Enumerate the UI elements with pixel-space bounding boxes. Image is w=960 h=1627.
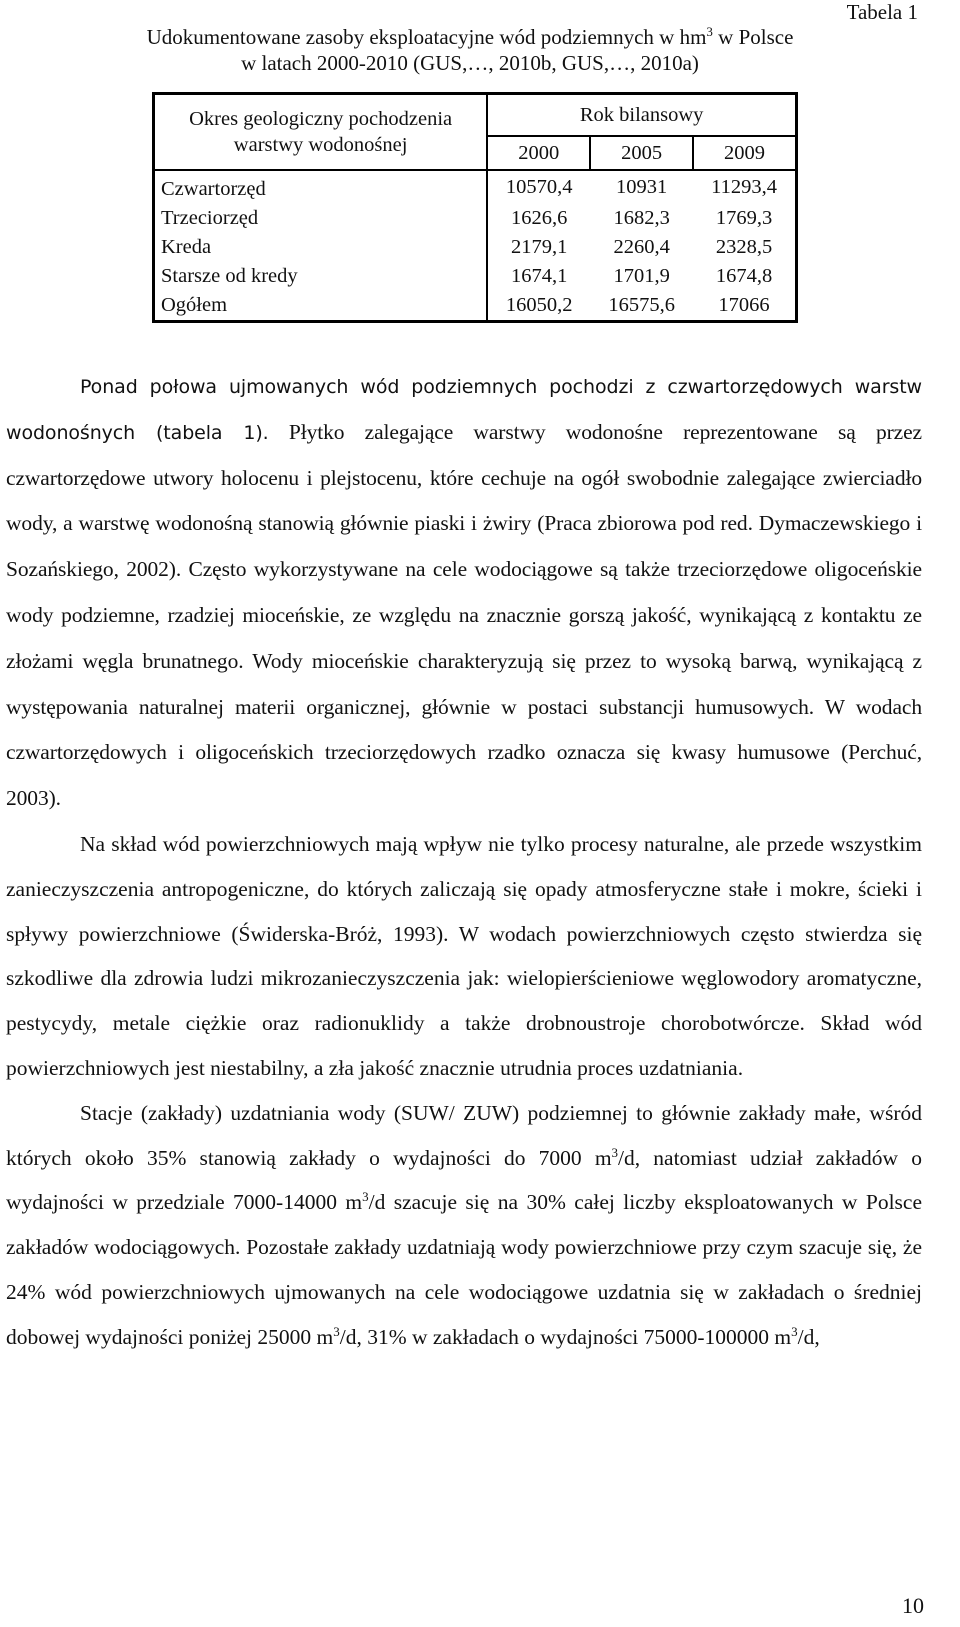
row-name: Starsze od kredy xyxy=(161,265,298,287)
header-balance-year: Rok bilansowy xyxy=(487,94,796,137)
paragraph-3-part: /d, 31% w zakładach o wydajności 75000-100000 m xyxy=(339,1324,792,1349)
paragraph-3-part: /d, natomiast udział zakładów o wydajności w przedziale 7000-14000 m xyxy=(6,1145,922,1215)
row-value: 2328,5 xyxy=(715,236,773,258)
caption-line-2: w latach 2000-2010 (GUS,…, 2010b, GUS,…, 2010a) xyxy=(241,51,699,75)
caption-line-1 xyxy=(90,24,850,50)
body-text xyxy=(6,365,922,1360)
table-row xyxy=(154,170,797,204)
header-year: 2000 xyxy=(487,136,590,170)
caption-text: Udokumentowane zasoby eksploatacyjne wód podziemnych w hm xyxy=(146,25,707,49)
row-name: Ogółem xyxy=(161,294,228,316)
table-header-row xyxy=(154,94,797,137)
header-geological-period: Okres geologiczny pochodzenia warstwy wodonośnej xyxy=(154,94,488,171)
caption-text-end: w Polsce xyxy=(712,25,794,49)
paragraph-3 xyxy=(6,1091,922,1360)
row-value: 2260,4 xyxy=(613,236,670,258)
superscript: 3 xyxy=(333,1323,340,1339)
paragraph-1-text: Płytko zalegające warstwy wodonośne reprezentowane są przez czwartorzędowe utwory holocenu i plejstocenu, które cechuje na ogół swobodnie zalegające zwierciadło wody, a warstwę wodonośną stanowią głównie piaski i żwiry (Praca zbiorowa pod red. Dymaczewskiego i Sozańskiego, 2002). Często wykorzystywane na cele wodociągowe są także trzeciorzędowe oligoceńskie wody podziemne, rzadziej mioceńskie, ze względu na znacznie gorszą jakość, wynikającą z kontaktu ze złożami węgla brunatnego. Wody mioceńskie charakteryzują się przez to wysoką barwą, wynikającą z występowania naturalnej materii organicznej, głównie w postaci substancji humusowych. W wodach czwartorzędowych i oligoceńskich trzeciorzędowych rzadko oznacza się kwasy humusowe (Perchuć, 2003). xyxy=(6,419,922,811)
table-row xyxy=(154,204,797,233)
header-year: 2009 xyxy=(693,136,796,170)
row-name: Trzeciorzęd xyxy=(161,207,259,229)
table-row-total xyxy=(154,291,797,322)
paragraph-1-intro: Ponad połowa ujmowanych wód podziemnych pochodzi z czwartorzędowych warstw wodonośnych (tabela 1). xyxy=(6,376,922,444)
page-number: 10 xyxy=(902,1593,924,1618)
table-caption xyxy=(90,24,850,76)
paragraph-3-part: Stacje (zakłady) uzdatniania wody (SUW/ ZUW) podziemnej to głównie zakłady małe, wśród których około 35% stanowią zakłady o wydajności do 7000 m xyxy=(6,1100,922,1170)
row-value: 16050,2 xyxy=(487,291,590,322)
table-row xyxy=(154,262,797,291)
row-value: 11293,4 xyxy=(711,176,777,198)
row-value: 16575,6 xyxy=(608,294,675,316)
table-row xyxy=(154,233,797,262)
row-value: 1674,8 xyxy=(715,265,773,287)
superscript: 3 xyxy=(362,1189,369,1205)
table-label: Tabela 1 xyxy=(846,0,918,24)
row-value: 10570,4 xyxy=(487,170,590,204)
resources-table xyxy=(152,92,798,323)
row-value: 1626,6 xyxy=(487,204,590,233)
row-name: Czwartorzęd xyxy=(161,178,266,200)
paragraph-3-part: /d, xyxy=(797,1324,820,1349)
row-name: Kreda xyxy=(161,236,212,258)
paragraph-1 xyxy=(6,365,922,822)
superscript: 3 xyxy=(791,1323,798,1339)
row-value: 1701,9 xyxy=(613,265,670,287)
superscript: 3 xyxy=(611,1144,619,1160)
row-value: 1682,3 xyxy=(613,207,670,229)
row-value: 1769,3 xyxy=(715,207,773,229)
row-value: 17066 xyxy=(718,294,770,316)
paragraph-2: Na skład wód powierzchniowych mają wpływ nie tylko procesy naturalne, ale przede wszystkim zanieczyszczenia antropogeniczne, do których zaliczają się opady atmosferyczne stałe i mokre, ścieki i spływy powierzchniowe (Świderska-Bróż, 1993). W wodach powierzchniowych często stwierdza się szkodliwe dla zdrowia ludzi mikrozanieczyszczenia jak: wielopierścieniowe węglowodory aromatyczne, pestycydy, metale ciężkie oraz radionuklidy a także drobnoustroje chorobotwórcze. Skład wód powierzchniowych jest niestabilny, a zła jakość znacznie utrudnia proces uzdatniania. xyxy=(6,831,922,1080)
header-year: 2005 xyxy=(590,136,693,170)
caption-superscript: 3 xyxy=(706,24,713,39)
paragraph-3-part: /d szacuje się na 30% całej liczby eksploatowanych w Polsce zakładów wodociągowych. Pozostałe zakłady uzdatniają wody powierzchniowe przy czym szacuje się, że 24% wód powierzchniowych ujmowanych na cele wodociągowe uzdatnia się w zakładach o średniej dobowej wydajności poniżej 25000 m xyxy=(6,1190,922,1349)
row-value: 2179,1 xyxy=(487,233,590,262)
row-value: 10931 xyxy=(616,176,668,198)
row-value: 1674,1 xyxy=(487,262,590,291)
